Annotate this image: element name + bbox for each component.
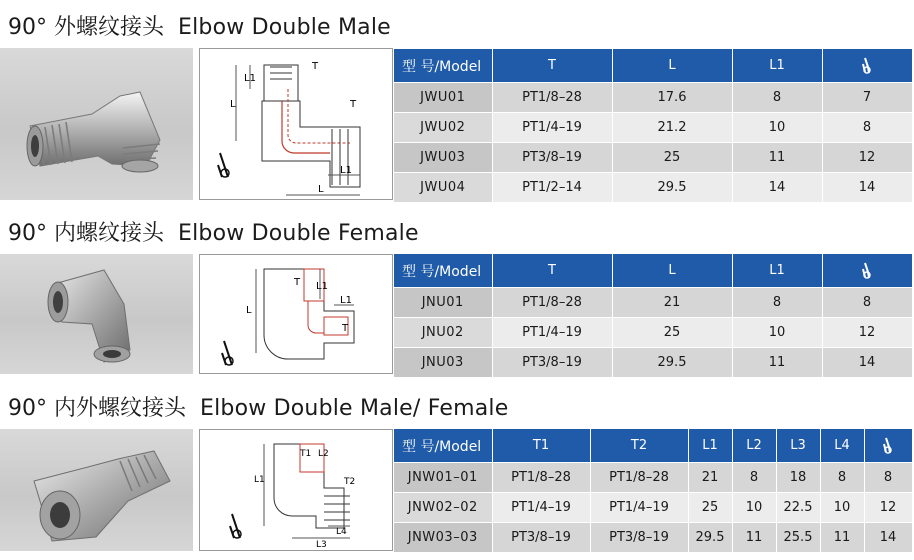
cell-l: 21.2 [612, 113, 732, 143]
drawing-label: L2 [318, 449, 329, 459]
drawing-label: L1 [244, 73, 256, 84]
header-wrench [822, 49, 912, 83]
cell-l4: 11 [820, 523, 864, 553]
cell-l4: 10 [820, 493, 864, 523]
header-l1: L1 [732, 254, 822, 288]
cell-t: PT1/8–28 [492, 83, 612, 113]
elbow-female-photo [0, 254, 193, 374]
header-t2: T2 [590, 429, 688, 463]
table-row [394, 173, 912, 203]
cell-t1: PT3/8–19 [492, 523, 590, 553]
cell-l2: 10 [732, 493, 776, 523]
table-row [394, 493, 912, 523]
cell-wrench: 8 [822, 113, 912, 143]
header-model: 型 号/Model [394, 254, 492, 288]
cell-l1: 25 [688, 493, 732, 523]
product-photo-elbow-double-female [0, 254, 193, 374]
drawing-label: T [350, 99, 357, 110]
cell-wrench: 14 [864, 523, 912, 553]
wrench-icon [218, 153, 229, 177]
header-wrench [822, 254, 912, 288]
cell-l3: 25.5 [776, 523, 820, 553]
elbow-female-drawing [200, 255, 392, 373]
header-t: T [492, 49, 612, 83]
section-title-en: Elbow Double Male [178, 15, 391, 40]
cell-t: PT3/8–19 [492, 348, 612, 378]
header-wrench [864, 429, 912, 463]
cell-l2: 11 [732, 523, 776, 553]
drawing-label: T1 [300, 449, 312, 459]
elbow-male-female-drawing [200, 430, 392, 550]
cell-model: JNW03–03 [394, 523, 492, 553]
cell-wrench: 12 [822, 143, 912, 173]
table-row [394, 83, 912, 113]
cell-model: JWU02 [394, 113, 492, 143]
section-title-en: Elbow Double Male/ Female [200, 396, 509, 421]
cell-model: JWU01 [394, 83, 492, 113]
drawing-label: L1 [316, 281, 328, 292]
cell-t1: PT1/4–19 [492, 493, 590, 523]
header-l1: L1 [688, 429, 732, 463]
drawing-label: L [230, 99, 236, 110]
header-l2: L2 [732, 429, 776, 463]
product-photo-elbow-double-male-female [0, 429, 193, 551]
cell-l1: 11 [732, 143, 822, 173]
technical-drawing-elbow-double-female [199, 254, 393, 374]
cell-l1: 11 [732, 348, 822, 378]
section-title-prefix: 90° 内外螺纹接头 [8, 396, 186, 421]
cell-wrench: 14 [822, 173, 912, 203]
drawing-label: L1 [254, 475, 265, 485]
cell-wrench: 8 [822, 288, 912, 318]
cell-t: PT1/4–19 [492, 318, 612, 348]
header-l1: L1 [732, 49, 822, 83]
cell-l1: 8 [732, 288, 822, 318]
cell-model: JWU04 [394, 173, 492, 203]
header-model: 型 号/Model [394, 429, 492, 463]
table-row [394, 113, 912, 143]
header-model: 型 号/Model [394, 49, 492, 83]
cell-l1: 21 [688, 463, 732, 493]
cell-t1: PT1/8–28 [492, 463, 590, 493]
cell-l2: 8 [732, 463, 776, 493]
drawing-label: T [294, 277, 301, 288]
table-header-row [394, 254, 912, 288]
cell-t: PT1/8–28 [492, 288, 612, 318]
cell-model: JNW01–01 [394, 463, 492, 493]
cell-l: 29.5 [612, 348, 732, 378]
header-l3: L3 [776, 429, 820, 463]
cell-model: JNW02–02 [394, 493, 492, 523]
cell-l: 21 [612, 288, 732, 318]
table-row [394, 348, 912, 378]
section-title-en: Elbow Double Female [178, 221, 419, 246]
section-title-prefix: 90° 外螺纹接头 [8, 15, 164, 40]
wrench-icon [230, 514, 241, 538]
drawing-label: L1 [340, 165, 352, 176]
table-row [394, 143, 912, 173]
section-title-elbow-double-male-female [8, 391, 508, 422]
section-title-prefix: 90° 内螺纹接头 [8, 221, 164, 246]
drawing-label: L [246, 305, 252, 316]
spec-table-elbow-double-female [394, 254, 913, 377]
cell-wrench: 7 [822, 83, 912, 113]
cell-model: JNU02 [394, 318, 492, 348]
header-l4: L4 [820, 429, 864, 463]
cell-l1: 10 [732, 113, 822, 143]
wrench-icon [880, 436, 896, 456]
drawing-label: L4 [336, 527, 347, 537]
cell-l1: 10 [732, 318, 822, 348]
cell-t2: PT1/8–28 [590, 463, 688, 493]
wrench-icon [859, 56, 875, 76]
cell-l1: 8 [732, 83, 822, 113]
cell-l3: 22.5 [776, 493, 820, 523]
cell-l: 17.6 [612, 83, 732, 113]
cell-l4: 8 [820, 463, 864, 493]
cell-t: PT1/4–19 [492, 113, 612, 143]
section-title-elbow-double-female [8, 216, 419, 247]
cell-t: PT3/8–19 [492, 143, 612, 173]
cell-l: 25 [612, 143, 732, 173]
cell-model: JNU03 [394, 348, 492, 378]
elbow-male-drawing [200, 49, 392, 199]
cell-l: 29.5 [612, 173, 732, 203]
cell-l: 25 [612, 318, 732, 348]
header-l: L [612, 49, 732, 83]
wrench-icon [222, 341, 233, 365]
header-t: T [492, 254, 612, 288]
header-t1: T1 [492, 429, 590, 463]
section-title-elbow-double-male [8, 10, 391, 41]
cell-t: PT1/2–14 [492, 173, 612, 203]
drawing-label: T2 [344, 477, 356, 487]
cell-wrench: 8 [864, 463, 912, 493]
cell-wrench: 12 [822, 318, 912, 348]
table-row [394, 523, 912, 553]
table-row [394, 463, 912, 493]
cell-model: JWU03 [394, 143, 492, 173]
product-photo-elbow-double-male [0, 48, 193, 200]
cell-model: JNU01 [394, 288, 492, 318]
cell-t2: PT1/4–19 [590, 493, 688, 523]
drawing-label: L1 [340, 295, 352, 306]
header-l: L [612, 254, 732, 288]
cell-l3: 18 [776, 463, 820, 493]
technical-drawing-elbow-double-male [199, 48, 393, 200]
cell-t2: PT3/8–19 [590, 523, 688, 553]
table-header-row [394, 429, 912, 463]
drawing-label: T [312, 61, 319, 72]
cell-wrench: 12 [864, 493, 912, 523]
cell-wrench: 14 [822, 348, 912, 378]
elbow-male-photo [0, 48, 193, 200]
spec-table-elbow-double-male-female [394, 429, 913, 552]
drawing-label: L [318, 184, 324, 195]
drawing-label: T [342, 323, 349, 334]
wrench-icon [859, 261, 875, 281]
cell-l1: 14 [732, 173, 822, 203]
table-row [394, 288, 912, 318]
drawing-label: L3 [316, 540, 327, 550]
technical-drawing-elbow-double-male-female [199, 429, 393, 551]
table-header-row [394, 49, 912, 83]
elbow-male-female-photo [0, 429, 193, 551]
table-row [394, 318, 912, 348]
cell-l1: 29.5 [688, 523, 732, 553]
spec-table-elbow-double-male [394, 49, 913, 202]
